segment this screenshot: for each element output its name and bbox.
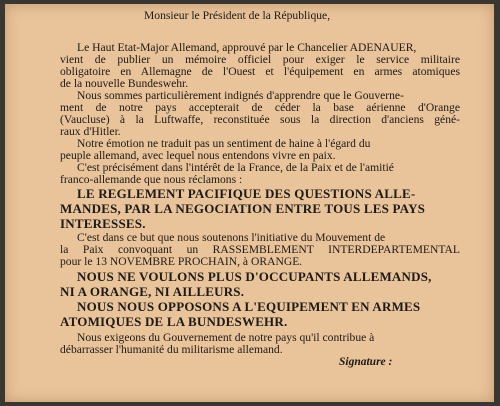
signature-label: Signature : xyxy=(339,356,393,368)
salutation: Monsieur le Président de la République, xyxy=(144,9,331,22)
demand-no-atomic-arms: NOUS NOUS OPPOSONS A L'EQUIPEMENT EN ARMES xyxy=(77,299,421,314)
paragraph-4-line: franco-allemande que nous réclamons : xyxy=(60,173,243,186)
demand-no-atomic-arms: ATOMIQUES DE LA BUNDESWEHR. xyxy=(60,314,288,329)
paragraph-5-line: pour le 13 NOVEMBRE PROCHAIN, à ORANGE. xyxy=(60,255,303,268)
paragraph-2-line: raux d'Hitler. xyxy=(60,125,121,138)
paragraph-2-line: (Vaucluse) à la Luftwaffe, reconstituée sous la direction d'anciens géné- xyxy=(60,113,460,126)
paragraph-1-line: obligatoire en Allemagne de l'Ouest et l'équipement en armes atomiques xyxy=(60,65,460,78)
petition-sheet xyxy=(5,4,494,402)
demand-no-occupants: NOUS NE VOULONS PLUS D'OCCUPANTS ALLEMANDS, xyxy=(77,269,432,284)
demand-no-occupants: NI A ORANGE, NI AILLEURS. xyxy=(60,284,245,299)
paragraph-6-line: débarrasser l'humanité du militarisme allemand. xyxy=(60,343,283,356)
paragraph-5-line: C'est dans ce but que nous soutenons l'initiative du Mouvement de xyxy=(77,231,386,244)
paragraph-1-line: vient de publier un mémoire officiel pour exiger le service militaire xyxy=(60,53,460,66)
paragraph-6-line: Nous exigeons du Gouvernement de notre pays qu'il contribue à xyxy=(77,331,375,344)
paragraph-1-line: Le Haut Etat-Major Allemand, approuvé par le Chancelier ADENAUER, xyxy=(77,41,417,54)
paragraph-5-line: la Paix convoquant un RASSEMBLEMENT INTERDEPARTEMENTAL xyxy=(60,243,460,256)
paragraph-2-line: ment de notre pays accepterait de céder la base aérienne d'Orange xyxy=(60,101,460,114)
demand-peaceful-settlement: MANDES, PAR LA NEGOCIATION ENTRE TOUS LES PAYS xyxy=(60,201,426,216)
paragraph-3-line: peuple allemand, avec lequel nous entendons vivre en paix. xyxy=(60,149,336,162)
demand-peaceful-settlement: INTERESSES. xyxy=(60,216,146,231)
paragraph-1-line: de la nouvelle Bundeswehr. xyxy=(60,77,189,90)
demand-peaceful-settlement: LE REGLEMENT PACIFIQUE DES QUESTIONS ALLE- xyxy=(77,186,416,201)
paragraph-2-line: Nous sommes particulièrement indignés d'apprendre que le Gouverne- xyxy=(77,89,404,102)
paragraph-4-line: C'est précisément dans l'intérêt de la France, de la Paix et de l'amitié xyxy=(77,161,394,174)
paragraph-3-line: Notre émotion ne traduit pas un sentiment de haine à l'égard du xyxy=(77,137,371,150)
